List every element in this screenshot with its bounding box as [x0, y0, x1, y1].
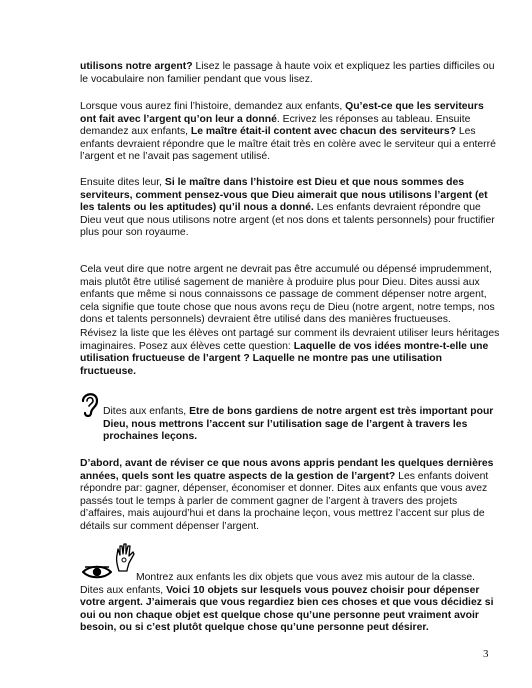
paragraph-7	[80, 458, 500, 534]
page-number: 3	[483, 648, 489, 660]
paragraph-3	[80, 177, 500, 240]
bold-phrase: Le maître était-il content avec chacun des serviteurs?	[190, 126, 456, 138]
text-run: Révisez la liste que les élèves ont partagé sur comment ils devraient utiliser leurs héritages imaginaires. Posez aux élèves cette question:	[80, 328, 500, 352]
text-run: Les enfants devraient répondre que Dieu veut que nous utilisons notre argent (et nos dons et talents personnels) pour fructifier plus pour son royaume.	[80, 202, 495, 239]
text-run: . Ecrivez les réponses au tableau. Ensuite demandez aux enfants,	[80, 113, 471, 138]
paragraph-4	[80, 264, 500, 327]
hand-icon	[114, 543, 136, 573]
text-run: Les enfants devraient répondre que le maître était très en colère avec le serviteur qui a enterré l’argent et ne l’avait pas sagement utilisé.	[80, 126, 496, 163]
ear-icon	[79, 389, 101, 419]
bold-phrase: Laquelle de vos idées montre-t-elle une utilisation fructueuse de l’argent ? Laquelle ne montre pas une utilisation fructueuse.	[80, 340, 489, 377]
text-run: Les enfants doivent répondre par: gagner, dépenser, économiser et donner. Dites aux enfants que vous avez passés tout le temps à parler de comment gagner de l’argent à travers des projets d’affaires, mais aujourd’hui et dans la prochaine leçon, vous mettrez l’accent sur plus de détails sur comment dépenser l’argent.	[80, 470, 489, 532]
bold-phrase: D’abord, avant de réviser ce que nous avons appris pendant les quelques dernières années, quels sont les quatre aspects de la gestion de l’argent?	[80, 458, 494, 482]
paragraph-1	[80, 61, 500, 86]
bold-phrase: Si le maître dans l’histoire est Dieu et que nous sommes des serviteurs, comment pensez-vous que Dieu aimerait que nous utilisons l’argent (et les talents ou les aptitudes) qu’il nous a donné.	[80, 177, 488, 214]
paragraph-6	[103, 406, 500, 444]
text-run: Lorsque vous aurez fini l’histoire, demandez aux enfants,	[80, 101, 346, 112]
text-run: Ensuite dites leur,	[80, 177, 165, 188]
paragraph-2	[80, 101, 500, 164]
text-run: Lisez le passage à haute voix et expliquez les parties difficiles ou le vocabulaire non familier pendant que vous lisez.	[80, 61, 495, 85]
text-run: Montrez aux enfants les dix objets que vous avez mis autour de la classe. Dites aux enfants,	[80, 572, 476, 596]
bold-phrase: Voici 10 objets sur lesquels vous pouvez choisir pour dépenser votre argent. J’aimerais que vous regardiez bien ces choses et que vous décidiez si oui ou non chaque objet est quelque chose qu’une personne peut vraiment avoir besoin, ou si c’est plutôt quelque chose qu’une personne peut désirer.	[80, 584, 494, 634]
paragraph-8	[80, 572, 500, 635]
bold-phrase: Qu’est-ce que les serviteurs ont fait avec l’argent qu’on leur a donné	[80, 101, 484, 125]
text-run: Dites aux enfants,	[103, 406, 190, 417]
bold-phrase: utilisons notre argent?	[80, 61, 193, 72]
text-run: Cela veut dire que notre argent ne devrait pas être accumulé ou dépensé imprudemment, mais plutôt être utilisé sagement de manière à produire plus pour Dieu. Dites aussi aux enfants que même si nous connaissons ce passage de comment dépenser notre argent, cela signifie que toute chose que nous avons reçu de Dieu (notre argent, notre temps, nos dons et talents personnels) devraient être utilisé dans des manières fructueuses.	[80, 264, 495, 326]
paragraph-5	[80, 328, 500, 378]
bold-phrase: Etre de bons gardiens de notre argent est très important pour Dieu, nous mettrons l’accent sur l’utilisation sage de l’argent à travers les prochaines leçons.	[103, 406, 494, 443]
